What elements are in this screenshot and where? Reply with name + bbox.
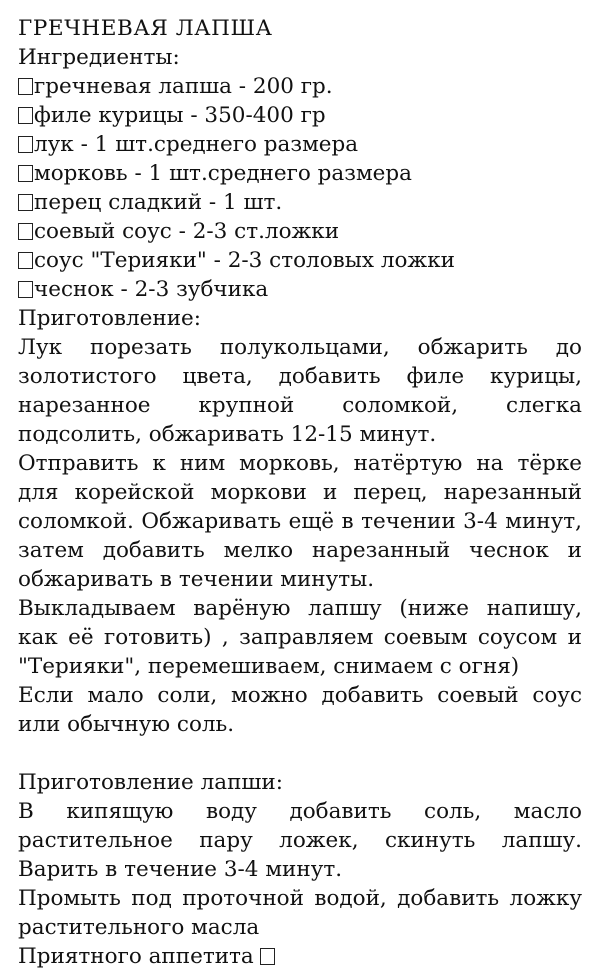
ingredients-list (18, 72, 582, 304)
ingredient-text: соус "Терияки" - 2-3 столовых ложки (34, 248, 455, 273)
recipe-document (18, 14, 582, 971)
ingredient-text: морковь - 1 шт.среднего размера (34, 161, 412, 186)
closing-line (18, 942, 582, 971)
emoji-placeholder-icon (260, 948, 275, 965)
checkbox-placeholder-icon (18, 107, 33, 124)
ingredient-item (18, 246, 582, 275)
ingredient-text: соевый соус - 2-3 ст.ложки (34, 219, 340, 244)
blank-line (18, 739, 582, 768)
preparation-paragraph: Отправить к ним морковь, натёртую на тёрке для корейской моркови и перец, нарезанный соломкой. Обжаривать ещё в течении 3-4 минут, затем добавить мелко нарезанный чеснок и обжаривать в течении минуты. (18, 451, 582, 592)
ingredient-text: перец сладкий - 1 шт. (34, 190, 283, 215)
checkbox-placeholder-icon (18, 165, 33, 182)
checkbox-placeholder-icon (18, 78, 33, 95)
ingredient-item (18, 217, 582, 246)
preparation-paragraph: Выкладываем варёную лапшу (ниже напишу, как её готовить) , заправляем соевым соусом и "Терияки", перемешиваем, снимаем с огня) (18, 596, 582, 679)
closing-text: Приятного аппетита (18, 944, 254, 969)
checkbox-placeholder-icon (18, 136, 33, 153)
checkbox-placeholder-icon (18, 194, 33, 211)
ingredient-item (18, 275, 582, 304)
ingredient-text: филе курицы - 350-400 гр (34, 103, 326, 128)
ingredient-item (18, 159, 582, 188)
noodles-paragraph: Промыть под проточной водой, добавить ложку растительного масла (18, 886, 582, 940)
ingredient-text: чеснок - 2-3 зубчика (34, 277, 269, 302)
preparation-paragraph: Если мало соли, можно добавить соевый соус или обычную соль. (18, 683, 582, 737)
checkbox-placeholder-icon (18, 223, 33, 240)
ingredient-item (18, 101, 582, 130)
noodles-paragraph: В кипящую воду добавить соль, масло растительное пару ложек, скинуть лапшу. Варить в течение 3-4 минут. (18, 799, 582, 882)
ingredient-item (18, 188, 582, 217)
checkbox-placeholder-icon (18, 281, 33, 298)
ingredient-item (18, 130, 582, 159)
preparation-paragraph: Лук порезать полукольцами, обжарить до золотистого цвета, добавить филе курицы, нарезанное крупной соломкой, слегка подсолить, обжаривать 12-15 минут. (18, 335, 582, 447)
noodles-heading: Приготовление лапши: (18, 770, 283, 795)
ingredient-text: гречневая лапша - 200 гр. (34, 74, 333, 99)
checkbox-placeholder-icon (18, 252, 33, 269)
ingredients-heading: Ингредиенты: (18, 45, 180, 70)
ingredient-item (18, 72, 582, 101)
ingredient-text: лук - 1 шт.среднего размера (34, 132, 359, 157)
recipe-title: ГРЕЧНЕВАЯ ЛАПША (18, 16, 273, 41)
preparation-heading: Приготовление: (18, 306, 202, 331)
